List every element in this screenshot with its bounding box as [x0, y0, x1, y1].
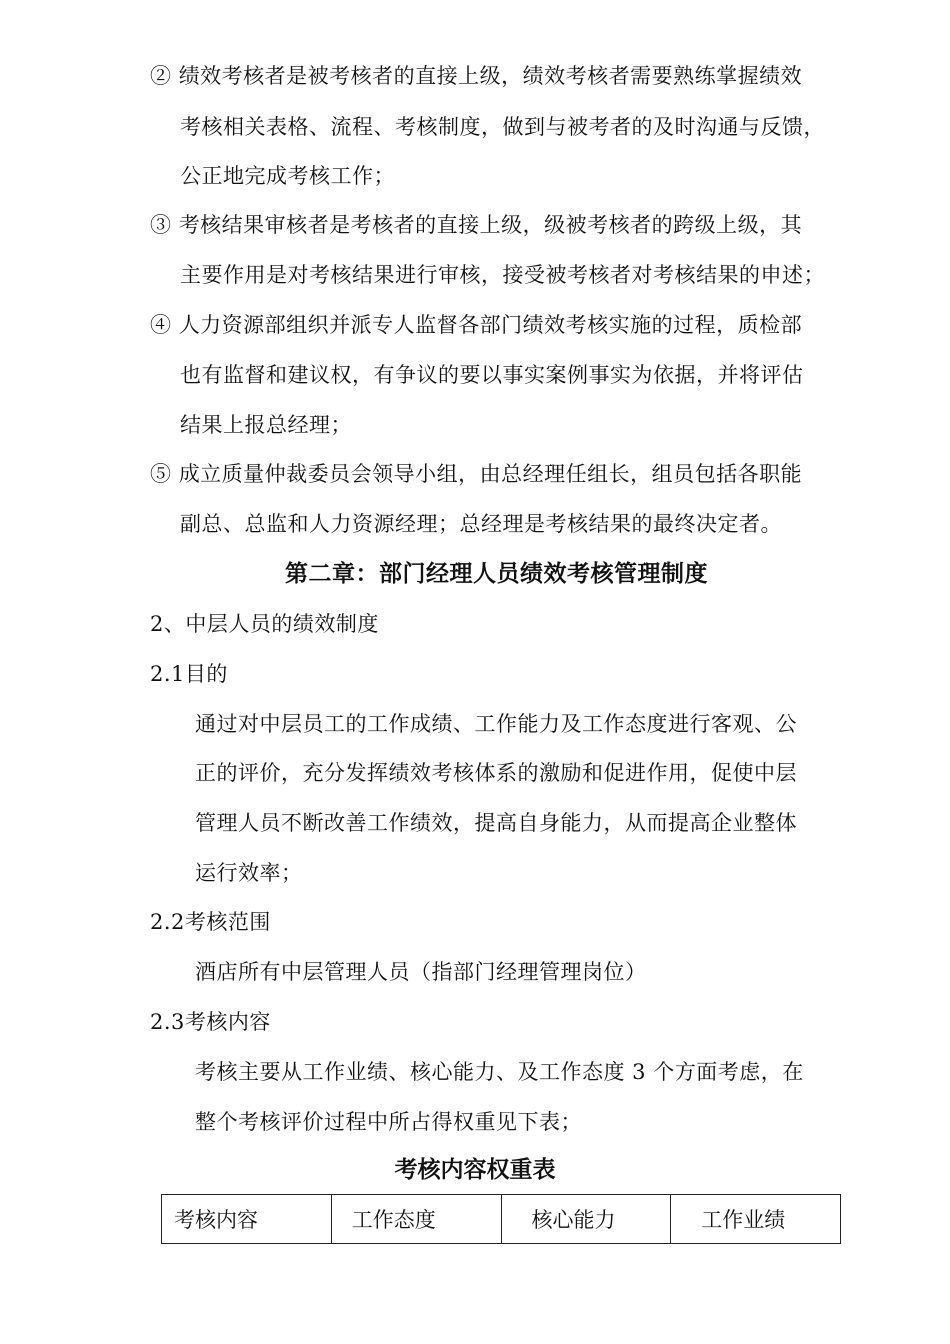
- table-header-cell: 工作业绩: [671, 1195, 841, 1244]
- section-2-2-line-1: 酒店所有中层管理人员（指部门经理管理岗位）: [195, 960, 647, 984]
- section-2-2-heading: 2.2考核范围: [150, 910, 271, 934]
- section-2-1-line-3: 管理人员不断改善工作绩效，提高自身能力，从而提高企业整体: [195, 811, 797, 835]
- table-header-cell: 考核内容: [162, 1195, 332, 1244]
- weights-table: [161, 1194, 841, 1244]
- list-item-4-line-1: ④ 人力资源部组织并派专人监督各部门绩效考核实施的过程，质检部: [150, 313, 803, 337]
- section-2-1-line-4: 运行效率；: [195, 861, 303, 885]
- chapter-title: 第二章：部门经理人员绩效考核管理制度: [285, 561, 708, 587]
- list-item-4-line-3: 结果上报总经理；: [180, 413, 352, 437]
- section-2-heading: 2、中层人员的绩效制度: [150, 612, 379, 636]
- list-item-4-line-2: 也有监督和建议权，有争议的要以事实案例事实为依据，并将评估: [180, 363, 804, 387]
- list-item-3-line-1: ③ 考核结果审核者是考核者的直接上级，级被考核者的跨级上级，其: [150, 213, 803, 237]
- section-2-1-heading: 2.1目的: [150, 662, 228, 686]
- list-item-2-line-2: 考核相关表格、流程、考核制度，做到与被考者的及时沟通与反馈，: [180, 115, 825, 139]
- section-2-3-line-2: 整个考核评价过程中所占得权重见下表；: [195, 1110, 582, 1134]
- list-item-3-line-2: 主要作用是对考核结果进行审核，接受被考核者对考核结果的申述；: [180, 263, 825, 287]
- list-item-5-line-1: ⑤ 成立质量仲裁委员会领导小组，由总经理任组长，组员包括各职能: [150, 462, 803, 486]
- section-2-1-line-1: 通过对中层员工的工作成绩、工作能力及工作态度进行客观、公: [195, 712, 797, 736]
- table-header-cell: 核心能力: [501, 1195, 671, 1244]
- table-header-cell: 工作态度: [331, 1195, 501, 1244]
- list-item-2-line-3: 公正地完成考核工作；: [180, 164, 395, 188]
- section-2-1-line-2: 正的评价，充分发挥绩效考核体系的激励和促进作用，促使中层: [195, 761, 797, 785]
- table-header-row: [162, 1195, 841, 1244]
- section-2-3-heading: 2.3考核内容: [150, 1010, 271, 1034]
- section-2-3-line-1: 考核主要从工作业绩、核心能力、及工作态度 3 个方面考虑，在: [195, 1060, 804, 1084]
- table-title: 考核内容权重表: [394, 1157, 556, 1183]
- list-item-2-line-1: ② 绩效考核者是被考核者的直接上级，绩效考核者需要熟练掌握绩效: [150, 64, 803, 88]
- list-item-5-line-2: 副总、总监和人力资源经理；总经理是考核结果的最终决定者。: [180, 512, 782, 536]
